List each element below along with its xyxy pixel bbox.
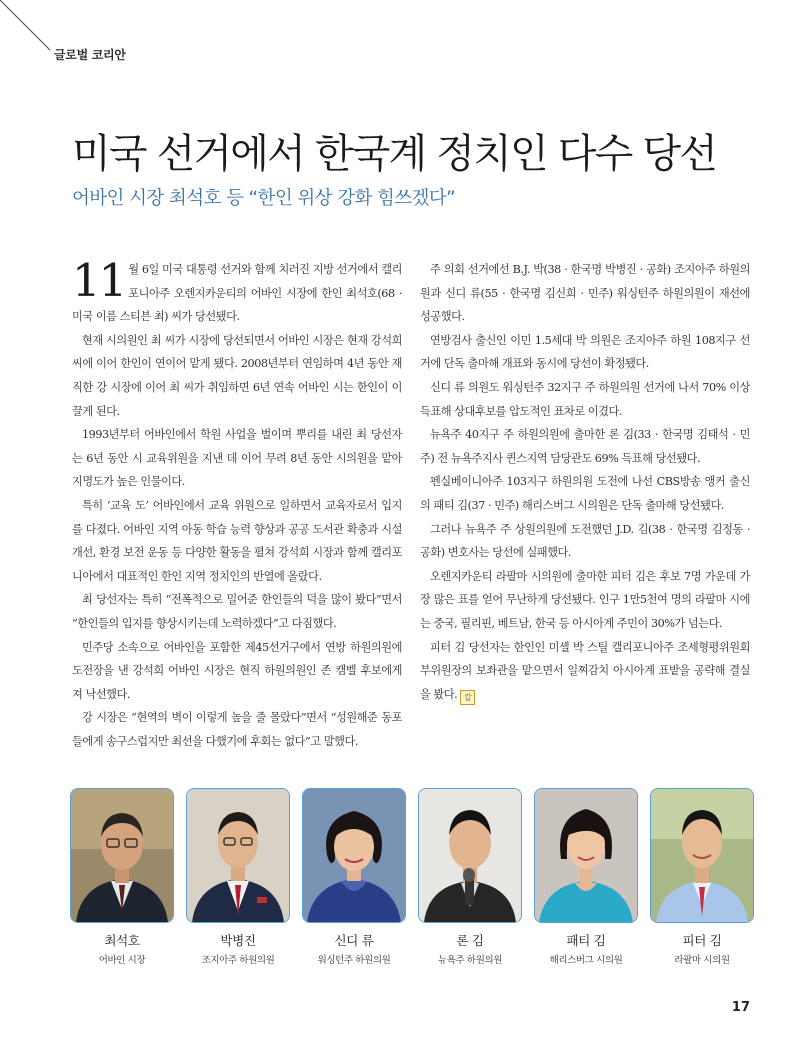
article-paragraph: 주 의회 선거에선 B.J. 박(38 · 한국명 박병진 · 공화) 조지아주 하원의원과 신디 류(55 · 한국명 김신희 · 민주) 워싱턴주 하원의원이 재선에 성공했다. [420, 263, 750, 324]
article-paragraph: 현재 시의원인 최 씨가 시장에 당선되면서 어바인 시장은 현재 강석희 씨에 이어 한인이 연이어 맡게 됐다. 2008년부터 연임하며 4년 동안 재직한 강 시장에 이어 최 씨가 취임하면 6년 연속 어바인 시는 한인이 이끌게 된다. [72, 333, 402, 418]
person-name: 박병진 [220, 933, 256, 948]
article-column-right [420, 258, 750, 706]
person-title: 조지아주 하원의원 [201, 955, 275, 966]
person-title: 뉴욕주 하원의원 [437, 955, 503, 966]
headline: 미국 선거에서 한국계 정치인 다수 당선 [72, 131, 717, 177]
article-paragraph: 신디 류 의원도 워싱턴주 32지구 주 하원의원 선거에 나서 70% 이상 득표해 상대후보를 압도적인 표차로 이겼다. [420, 380, 750, 418]
section-label: 글로벌 코리안 [54, 48, 126, 62]
portrait-photo [418, 788, 522, 923]
person-title: 워싱턴주 하원의원 [317, 955, 391, 966]
article-paragraph: 뉴욕주 40지구 주 하원의원에 출마한 론 김(33 · 한국명 김태석 · 민주) 전 뉴욕주지사 퀸스지역 담당관도 69% 득표해 당선됐다. [420, 428, 750, 465]
portrait-photo [186, 788, 290, 923]
article-paragraph: 연방검사 출신인 이민 1.5세대 박 의원은 조지아주 하원 108지구 선거에 단독 출마해 개표와 동시에 당선이 확정됐다. [420, 333, 750, 371]
person-name: 론 김 [456, 933, 484, 948]
portrait-photo [534, 788, 638, 923]
person-title: 해리스버그 시의원 [549, 955, 623, 966]
person-name: 패티 김 [566, 933, 606, 948]
portrait-photo [650, 788, 754, 923]
article-paragraph: 최 당선자는 특히 “전폭적으로 밀어준 한인들의 덕을 많이 봤다”면서 “한인들의 입지를 향상시키는데 노력하겠다”고 다짐했다. [72, 593, 402, 630]
article-column-left [72, 254, 402, 753]
article-paragraph: 펜실베이니아주 103지구 하원의원 도전에 나선 CBS방송 앵커 출신의 패티 김(37 · 민주) 해리스버그 시의원은 단독 출마해 당선됐다. [420, 475, 750, 512]
article-paragraph: 그러나 뉴욕주 주 상원의원에 도전했던 J.D. 김(38 · 한국명 김정동 · 공화) 변호사는 당선에 실패했다. [420, 522, 750, 560]
portrait-photo [70, 788, 174, 923]
person-name: 신디 류 [334, 933, 374, 948]
politician-photo-row [0, 788, 796, 968]
corner-divider-line [0, 0, 60, 55]
article-end-mark: 칼 [460, 690, 475, 705]
drop-cap: 11 [72, 254, 126, 307]
person-card [650, 788, 754, 966]
person-title: 어바인 시장 [98, 955, 146, 966]
article-paragraph: 강 시장은 “현역의 벽이 이렇게 높을 줄 몰랐다”면서 “성원해준 동포들에게 송구스럽지만 최선을 다했기에 후회는 없다”고 말했다. [72, 711, 402, 748]
subheadline: 어바인 시장 최석호 등 “한인 위상 강화 힘쓰겠다” [72, 188, 456, 209]
article-paragraph: 오렌지카운티 라팔마 시의원에 출마한 피터 김은 후보 7명 가운데 가장 많은 표를 얻어 무난하게 당선됐다. 인구 1만5천여 명의 라팔마 시에는 중국, 필리핀, 베트남, 한국 등 아시아계 주민이 30%가 넘는다. [420, 569, 750, 630]
person-name: 최석호 [104, 933, 140, 948]
portrait-photo [302, 788, 406, 923]
person-title: 라팔마 시의원 [674, 955, 730, 966]
person-name: 피터 김 [682, 933, 722, 948]
article-paragraph: 피터 김 당선자는 한인인 미셸 박 스틸 캘리포니아주 조세형평위원회 부위원장의 보좌관을 맡으면서 일찌감치 아시아계 표밭을 공략해 결실을 봤다. 칼 [420, 636, 750, 707]
person-card [302, 788, 406, 966]
page-number: 17 [731, 1000, 750, 1015]
article-paragraph: 민주당 소속으로 어바인을 포함한 제45선거구에서 연방 하원의원에 도전장을 낸 강석희 어바인 시장은 현직 하원의원인 존 캠벨 후보에게 져 낙선했다. [72, 640, 402, 701]
person-card [534, 788, 638, 966]
person-card [70, 788, 174, 966]
article-paragraph: 특히 ‘교육 도’ 어바인에서 교육 위원으로 일하면서 교육자로서 입지를 다졌다. 어바인 지역 아동 학습 능력 향상과 공공 도서관 확충과 시설 개선, 환경 보전 운동 등 다양한 활동을 펼쳐 강석희 시장과 함께 캘리포니아에서 대표적인 한인 지역 정치인의 반열에 올랐다. [72, 498, 402, 583]
person-card [418, 788, 522, 966]
article-paragraph: 1993년부터 어바인에서 학원 사업을 벌이며 뿌리를 내린 최 당선자는 6년 동안 시 교육위원을 지낸 데 이어 무려 8년 동안 시의원을 맡아 지명도가 높은 인물이다. [72, 428, 402, 489]
person-card [186, 788, 290, 966]
article-paragraph: 11 월 6일 미국 대통령 선거와 함께 치러진 지방 선거에서 캘리포니아주 오렌지카운티의 어바인 시장에 한인 최석호(68 · 미국 이름 스티븐 최) 씨가 당선됐다. [72, 254, 402, 324]
